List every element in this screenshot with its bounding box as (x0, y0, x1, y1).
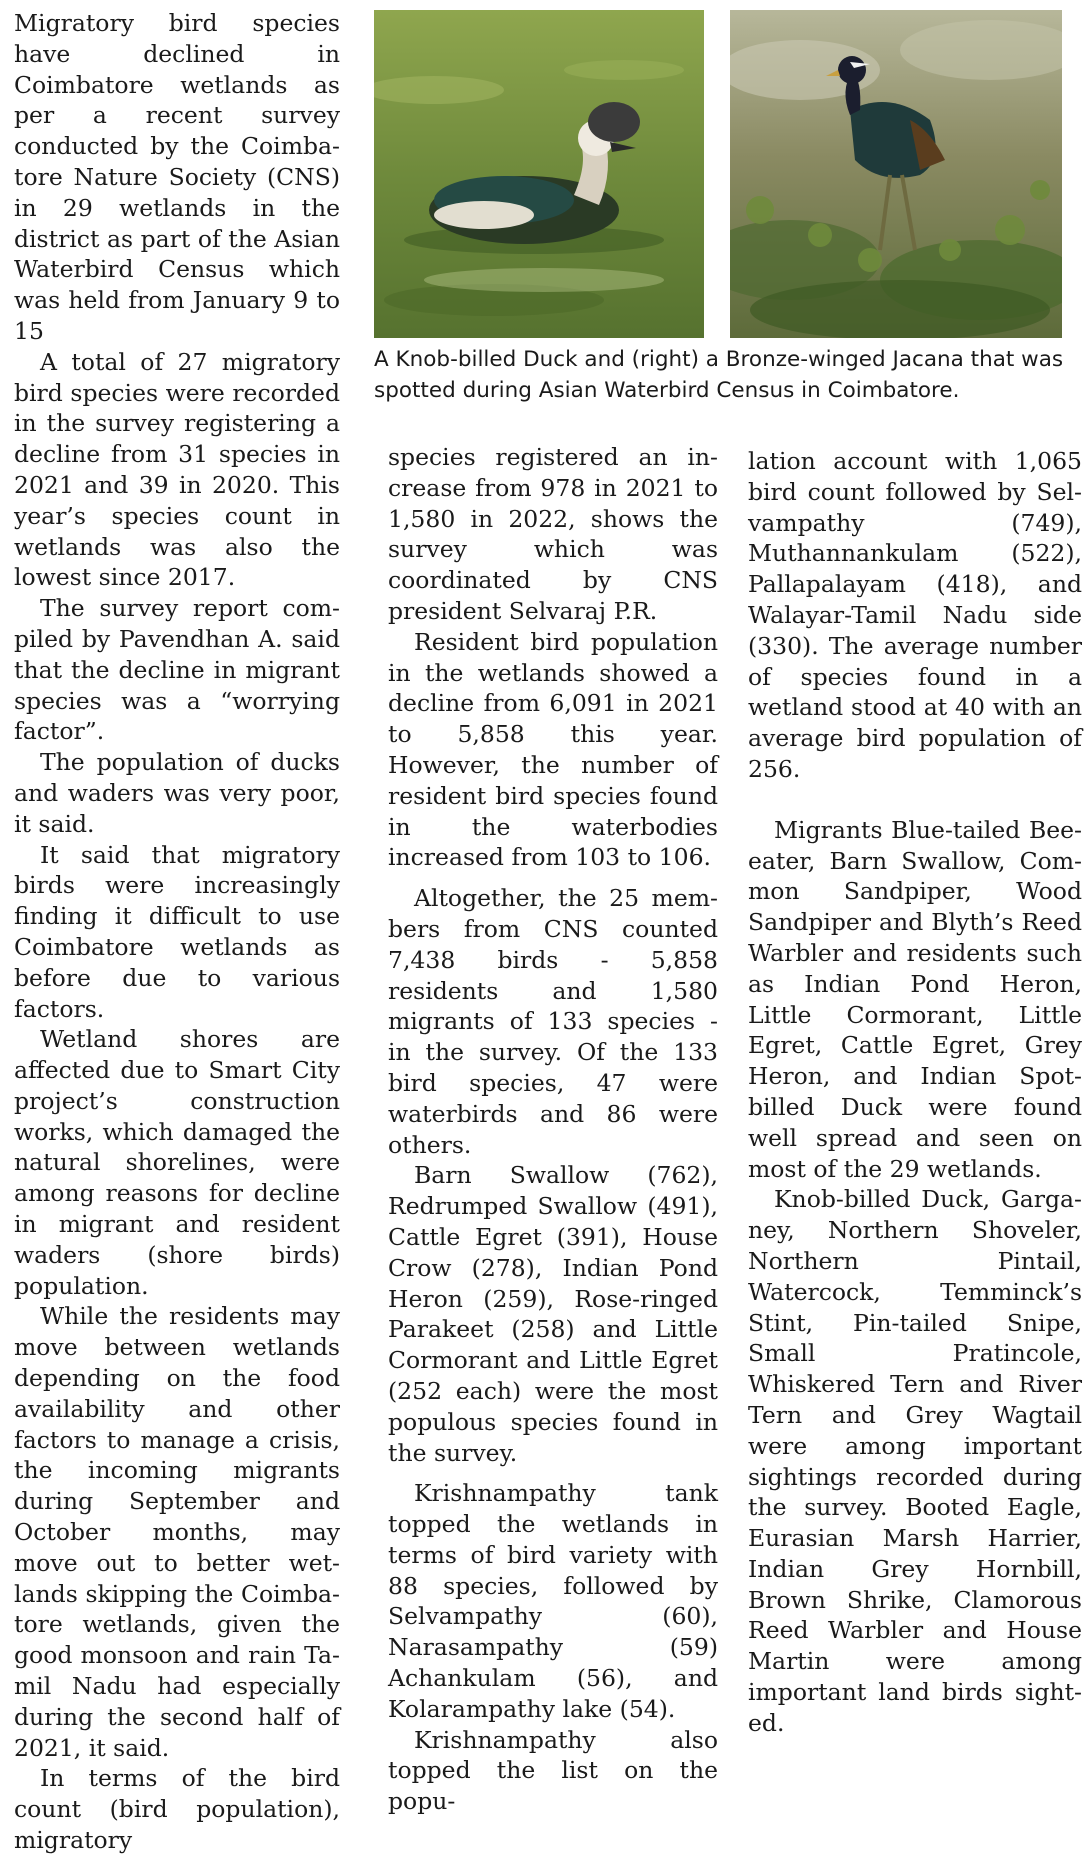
paragraph: species registered an increase from 978 in 2021 to 1,580 in 2022, shows the survey which was coordinated by CNS president Selvaraj P.R. (388, 443, 718, 625)
paragraph: While the residents may move between wetlands depending on the food availability and other factors to manage a crisis, the incoming migrants during September and October months, may move out to better wetlands skipping the Coimbatore wetlands, given the good monsoon and rain Tamil Nadu had especially during the second half of 2021, it said. (14, 1302, 340, 1762)
paragraph: lation account with 1,065 bird count followed by Selvampathy (749), Muthannankulam (522), Pallapalayam (418), and Walayar-Tamil Nadu side (330). The average number of species found in a wetland stood at 40 with an average bird population of 256. (748, 447, 1082, 783)
paragraph: The survey report compiled by Pavendhan A. said that the decline in migrant species was a “worrying factor”. (14, 594, 340, 746)
paragraph: Krishnampathy tank topped the wetlands in terms of bird variety with 88 species, followed by Selvampathy (60), Narasampathy (59) Achankulam (56), and Kolarampathy lake (54). (388, 1479, 718, 1723)
photo-caption: A Knob-billed Duck and (right) a Bronze-winged Jacana that was spotted during Asian Waterbird Census in Coimbatore. (374, 347, 1064, 403)
paragraph: Knob-billed Duck, Garganey, Northern Shoveler, Northern Pintail, Watercock, Temminck’s Stint, Pin-tailed Snipe, Small Pratincole, Whiskered Tern and River Tern and Grey Wagtail were among important sightings recorded during the survey. Booted Eagle, Eurasian Marsh Harrier, Indian Grey Hornbill, Brown Shrike, Clamorous Reed Warbler and House Martin were among important land birds sighted. (748, 1185, 1082, 1737)
article-column-3 (748, 446, 1082, 1739)
paragraph: The population of ducks and waders was very poor, it said. (14, 748, 340, 838)
bronze-winged-jacana-photo (730, 10, 1062, 338)
paragraph: Resident bird population in the wetlands showed a decline from 6,091 in 2021 to 5,858 this year. However, the number of resident bird species found in the waterbodies increased from 103 to 106. (388, 627, 718, 872)
paragraph: Altogether, the 25 members from CNS counted 7,438 birds - 5,858 residents and 1,580 migrants of 133 species - in the survey. Of the 133 bird species, 47 were waterbirds and 86 were others. (388, 884, 718, 1159)
article-column-1 (14, 8, 340, 1856)
paragraph: It said that migratory birds were increasingly finding it difficult to use Coimbatore wetlands as before due to various factors. (14, 840, 340, 1023)
paragraph: Wetland shores are affected due to Smart City project’s construction works, which damaged the natural shorelines, were among reasons for decline in migrant and resident waders (shore birds) population. (14, 1025, 340, 1300)
knob-billed-duck-photo (374, 10, 704, 338)
paragraph: Krishnampathy also topped the list on the popu- (388, 1725, 718, 1816)
paragraph: Migratory bird species have declined in Coimbatore wetlands as per a recent survey conducted by the Coimbatore Nature Society (CNS) in 29 wetlands in the district as part of the Asian Waterbird Census which was held from January 9 to 15 (14, 9, 340, 345)
paragraph: A total of 27 migratory bird species were recorded in the survey registering a decline from 31 species in 2021 and 39 in 2020. This year’s species count in wetlands was also the lowest since 2017. (14, 347, 340, 592)
article-column-2 (388, 442, 718, 1817)
paragraph: In terms of the bird count (bird population), migratory (14, 1764, 340, 1855)
paragraph: Barn Swallow (762), Redrumped Swallow (491), Cattle Egret (391), House Crow (278), Indian Pond Heron (259), Rose-ringed Parakeet (258) and Little Cormorant and Little Egret (252 each) were the most populous species found in the survey. (388, 1161, 718, 1467)
paragraph: Migrants Blue-tailed Beeeater, Barn Swallow, Common Sandpiper, Wood Sandpiper and Blyth’s Reed Warbler and residents such as Indian Pond Heron, Little Cormorant, Little Egret, Cattle Egret, Grey Heron, and Indian Spot-billed Duck were found well spread and seen on most of the 29 wetlands. (748, 815, 1082, 1183)
